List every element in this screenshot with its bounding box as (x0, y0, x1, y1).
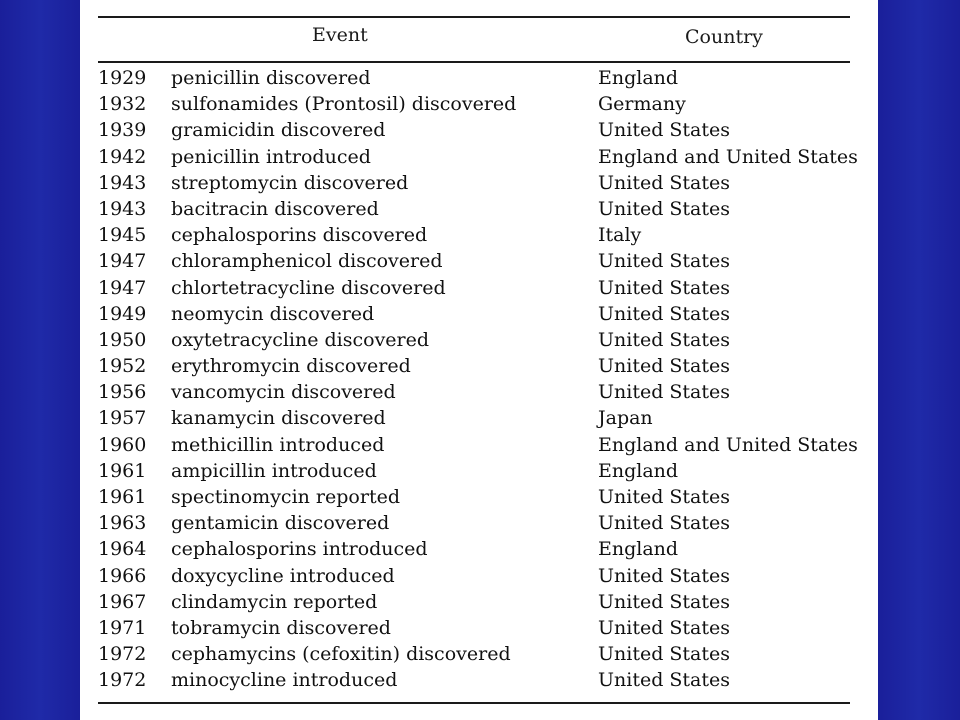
row-country: United States (598, 486, 731, 508)
header-event: Event (312, 24, 368, 46)
table-row (80, 353, 878, 379)
row-event: kanamycin discovered (171, 407, 386, 430)
row-event: neomycin discovered (171, 302, 375, 325)
row-year: 1963 (98, 512, 147, 535)
row-event: chloramphenicol discovered (171, 250, 443, 273)
row-event: cephalosporins discovered (171, 224, 428, 247)
table-row (80, 144, 878, 170)
row-event: oxytetracycline discovered (171, 328, 430, 351)
row-country: United States (598, 302, 731, 325)
table-row (80, 615, 878, 641)
row-year: 1929 (98, 67, 147, 89)
table-row (80, 405, 878, 431)
row-country: United States (598, 590, 731, 613)
row-year: 1949 (98, 302, 147, 325)
row-country: United States (598, 250, 731, 273)
row-country: England and United States (598, 145, 858, 168)
table-row (80, 589, 878, 615)
table-header (80, 24, 878, 54)
row-event: clindamycin reported (171, 590, 378, 613)
row-country: England (598, 459, 679, 482)
row-country: England (598, 67, 679, 89)
table-row (80, 275, 878, 301)
table-row (80, 301, 878, 327)
row-year: 1972 (98, 669, 147, 692)
table-row (80, 563, 878, 589)
table-row (80, 248, 878, 274)
row-country: United States (598, 328, 731, 351)
row-country: Japan (598, 407, 653, 430)
row-country: Italy (598, 224, 642, 247)
row-year: 1945 (98, 224, 147, 247)
right-blue-border (878, 0, 960, 720)
row-year: 1943 (98, 171, 147, 194)
row-year: 1943 (98, 197, 147, 220)
table-row (80, 536, 878, 562)
table-row (80, 667, 878, 693)
table-bottom-rule (98, 702, 850, 704)
row-year: 1939 (98, 119, 147, 142)
table-top-rule (98, 16, 850, 18)
row-event: methicillin introduced (171, 433, 385, 456)
row-event: erythromycin discovered (171, 355, 411, 378)
table-row (80, 65, 878, 91)
row-year: 1967 (98, 590, 147, 613)
row-country: England (598, 538, 679, 561)
row-event: bacitracin discovered (171, 197, 379, 220)
row-event: penicillin introduced (171, 145, 371, 168)
row-event: doxycycline introduced (171, 564, 395, 587)
row-year: 1950 (98, 328, 147, 351)
row-event: vancomycin discovered (171, 381, 396, 404)
table-row (80, 196, 878, 222)
row-event: ampicillin introduced (171, 459, 377, 482)
row-year: 1966 (98, 564, 147, 587)
row-year: 1947 (98, 276, 147, 299)
table-row (80, 222, 878, 248)
row-year: 1971 (98, 616, 147, 639)
row-country: United States (598, 512, 731, 535)
table-row (80, 641, 878, 667)
row-year: 1956 (98, 381, 147, 404)
row-year: 1961 (98, 486, 147, 508)
table-body (80, 65, 878, 694)
table-row (80, 484, 878, 510)
document-page (80, 0, 878, 720)
row-year: 1960 (98, 433, 147, 456)
table-row (80, 458, 878, 484)
row-event: spectinomycin reported (171, 486, 400, 508)
row-country: United States (598, 643, 731, 666)
row-country: United States (598, 276, 731, 299)
table-row (80, 91, 878, 117)
row-country: United States (598, 381, 731, 404)
table-row (80, 117, 878, 143)
row-country: United States (598, 197, 731, 220)
row-event: chlortetracycline discovered (171, 276, 446, 299)
row-event: minocycline introduced (171, 669, 398, 692)
row-year: 1957 (98, 407, 147, 430)
row-country: United States (598, 669, 731, 692)
row-event: cephamycins (cefoxitin) discovered (171, 643, 511, 666)
table-row (80, 510, 878, 536)
row-year: 1942 (98, 145, 147, 168)
row-event: sulfonamides (Prontosil) discovered (171, 93, 517, 116)
row-country: United States (598, 564, 731, 587)
table-row (80, 327, 878, 353)
row-country: United States (598, 355, 731, 378)
row-event: cephalosporins introduced (171, 538, 428, 561)
row-year: 1932 (98, 93, 147, 116)
table-row (80, 432, 878, 458)
row-event: gramicidin discovered (171, 119, 386, 142)
row-country: United States (598, 171, 731, 194)
row-year: 1964 (98, 538, 147, 561)
table-row (80, 170, 878, 196)
row-event: gentamicin discovered (171, 512, 390, 535)
row-event: penicillin discovered (171, 67, 371, 89)
row-country: United States (598, 119, 731, 142)
row-year: 1972 (98, 643, 147, 666)
table-row (80, 379, 878, 405)
table-header-rule (98, 61, 850, 63)
row-year: 1947 (98, 250, 147, 273)
row-year: 1952 (98, 355, 147, 378)
row-country: England and United States (598, 433, 858, 456)
row-event: tobramycin discovered (171, 616, 391, 639)
row-event: streptomycin discovered (171, 171, 409, 194)
row-country: Germany (598, 93, 686, 116)
row-year: 1961 (98, 459, 147, 482)
row-country: United States (598, 616, 731, 639)
left-blue-border (0, 0, 80, 720)
header-country: Country (685, 26, 763, 48)
